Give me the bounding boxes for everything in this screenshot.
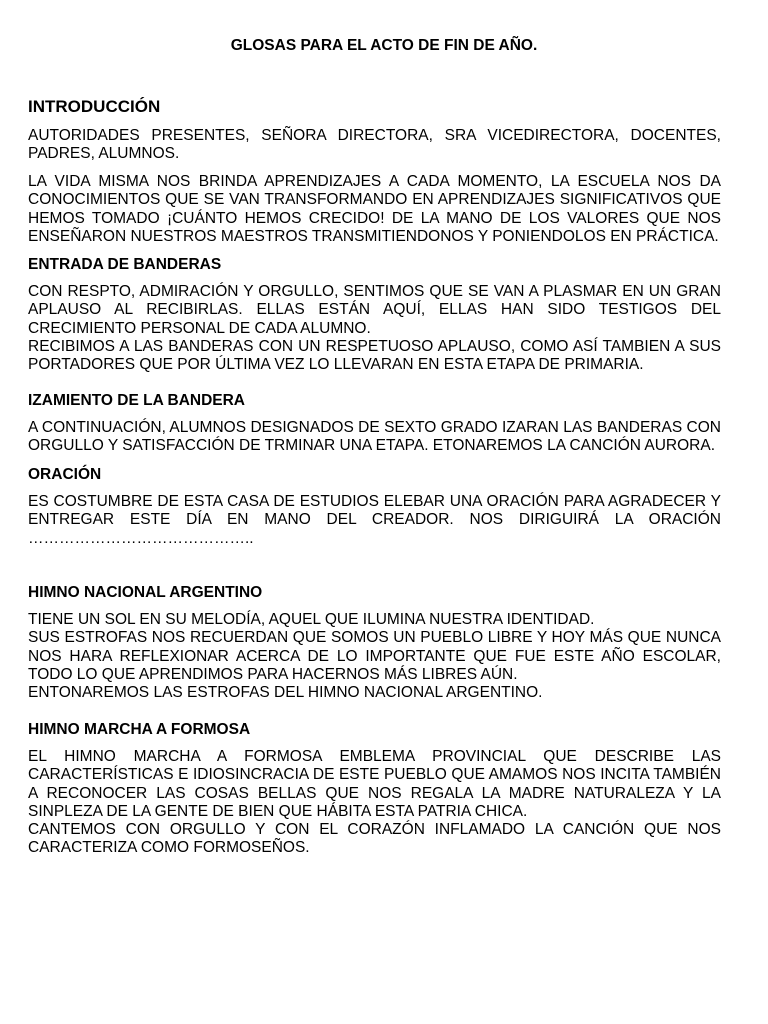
section-introduccion-body: [28, 173, 721, 246]
section-heading-banderas: ENTRADA DE BANDERAS: [28, 256, 222, 273]
section-himno-formosa-body: [28, 748, 721, 858]
banderas-paragraph: RECIBIMOS A LAS BANDERAS CON UN RESPETUOSO APLAUSO, COMO ASÍ TAMBIEN A SUS PORTADORES QUE POR ÚLTIMA VEZ LO LLEVARAN EN ESTA ETAPA DE PRIMARIA.: [28, 337, 721, 374]
izamiento-paragraph: A CONTINUACIÓN, ALUMNOS DESIGNADOS DE SEXTO GRADO IZARAN LAS BANDERAS CON ORGULLO Y SATISFACCIÓN DE TRMINAR UNA ETAPA. ETONAREMOS LA CANCIÓN AURORA.: [28, 419, 721, 455]
introduccion-paragraph: LA VIDA MISMA NOS BRINDA APRENDIZAJES A CADA MOMENTO, LA ESCUELA NOS DA CONOCIMIENTOS QUE SE VAN TRANSFORMANDO EN APRENDIZAJES SIGNIFICATIVOS QUE HEMOS TOMADO ¡CUÁNTO HEMOS CRECIDO! DE LA MANO DE LOS VALORES QUE NOS ENSEÑARON NUESTROS MAESTROS TRANSMITIENDONOS Y PONIENDOLOS EN PRÁCTICA.: [28, 173, 721, 245]
himno-nacional-paragraph: ENTONAREMOS LAS ESTROFAS DEL HIMNO NACIONAL ARGENTINO.: [28, 684, 543, 702]
section-oracion: [28, 466, 721, 484]
section-heading-introduccion: INTRODUCCIÓN: [28, 97, 161, 116]
section-heading-oracion: ORACIÓN: [28, 466, 102, 483]
section-oracion-body: [28, 493, 721, 548]
section-banderas-body: [28, 283, 721, 374]
document-title: GLOSAS PARA EL ACTO DE FIN DE AÑO.: [230, 37, 538, 54]
himno-nacional-paragraph: SUS ESTROFAS NOS RECUERDAN QUE SOMOS UN PUEBLO LIBRE Y HOY MÁS QUE NUNCA NOS HARA REFLEXIONAR ACERCA DE LO IMPORTANTE QUE FUE ESTE AÑO ESCOLAR, TODO LO QUE APRENDIMOS PARA HACERNOS MÁS LIBRES AÚN.: [28, 629, 721, 683]
himno-formosa-paragraph: CANTEMOS CON ORGULLO Y CON EL CORAZÓN INFLAMADO LA CANCIÓN QUE NOS CARACTERIZA COMO FORMOSEÑOS.: [28, 821, 721, 857]
section-heading-himno-formosa: HIMNO MARCHA A FORMOSA: [28, 721, 251, 738]
section-heading-himno-nacional: HIMNO NACIONAL ARGENTINO: [28, 584, 263, 601]
section-izamiento-body: [28, 419, 721, 456]
himno-nacional-paragraph: TIENE UN SOL EN SU MELODÍA, AQUEL QUE ILUMINA NUESTRA IDENTIDAD.: [28, 611, 595, 628]
section-himno-formosa: [28, 721, 721, 739]
oracion-paragraph: ES COSTUMBRE DE ESTA CASA DE ESTUDIOS ELEBAR UNA ORACIÓN PARA AGRADECER Y ENTREGAR ESTE DÍA EN MANO DEL CREADOR. NOS DIRIGUIRÁ LA ORACIÓN ……………………………………..: [28, 493, 721, 547]
section-heading-izamiento: IZAMIENTO DE LA BANDERA: [28, 392, 245, 409]
section-himno-nacional: [28, 584, 721, 602]
section-himno-nacional-body: [28, 611, 721, 702]
introduccion-paragraph: AUTORIDADES PRESENTES, SEÑORA DIRECTORA, SRA VICEDIRECTORA, DOCENTES, PADRES, ALUMNOS.: [28, 127, 721, 163]
himno-formosa-paragraph: EL HIMNO MARCHA A FORMOSA EMBLEMA PROVINCIAL QUE DESCRIBE LAS CARACTERÍSTICAS E IDIOSINCRACIA DE ESTE PUEBLO QUE AMAMOS NOS INCITA TAMBIÉN A RECONOCER LAS COSAS BELLAS QUE NOS REGALA LA MADRE NATURALEZA Y LA SINPLEZA DE LA GENTE DE BIEN QUE HÁBITA ESTA PATRIA CHICA.: [28, 748, 721, 820]
banderas-paragraph: CON RESPTO, ADMIRACIÓN Y ORGULLO, SENTIMOS QUE SE VAN A PLASMAR EN UN GRAN APLAUSO AL RECIBIRLAS. ELLAS ESTÁN AQUÍ, ELLAS HAN SIDO TESTIGOS DEL CRECIMIENTO PERSONAL DE CADA ALUMNO.: [28, 283, 721, 337]
section-izamiento: [28, 392, 721, 410]
section-banderas: [28, 256, 721, 274]
section-introduccion: [28, 127, 721, 164]
